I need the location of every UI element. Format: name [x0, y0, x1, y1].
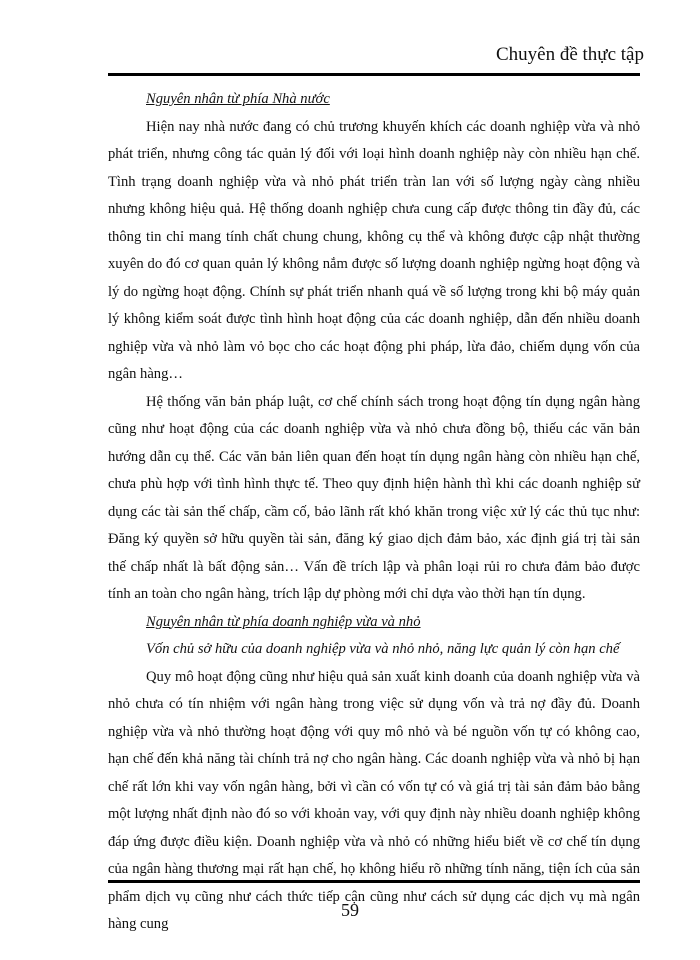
subsection-heading-equity: Vốn chủ sở hữu của doanh nghiệp vừa và nhỏ nhỏ, năng lực quản lý còn hạn chế [146, 641, 620, 657]
header-title: Chuyên đề thực tập [495, 44, 644, 65]
paragraph-state-causes: Hiện nay nhà nước đang có chủ trương khuyến khích các doanh nghiệp vừa và nhỏ phát triển, nhưng công tác quản lý đối với loại hình doanh nghiệp này còn nhiều hạn chế. Tình trạng doanh nghiệp vừa và nhỏ phát triển tràn lan với số lượng ngày càng nhiều nhưng không hiệu quả. Hệ thống doanh nghiệp chưa cung cấp được thông tin đầy đủ, các thông tin chỉ mang tính chất chung chung, không cụ thể và không được cập nhật thường xuyên do đó cơ quan quản lý không nắm được số lượng doanh nghiệp ngừng hoạt động và lý do ngừng hoạt động. Chính sự phát triển nhanh quá về số lượng trong khi bộ máy quản lý không kiểm soát được tình hình hoạt động của các doanh nghiệp, dẫn đến nhiều doanh nghiệp vừa và nhỏ làm vỏ bọc cho các hoạt động phi pháp, lừa đảo, chiếm dụng vốn của ngân hàng… [108, 118, 640, 382]
paragraph-sme-scale: Quy mô hoạt động cũng như hiệu quả sản xuất kinh doanh của doanh nghiệp vừa và nhỏ chưa có tín nhiệm với ngân hàng trong việc sử dụng vốn và trả nợ đầy đủ. Doanh nghiệp vừa và nhỏ thường hoạt động với quy mô nhỏ và bé nguồn vốn tự có không cao, hạn chế đến khả năng tài chính trả nợ cho ngân hàng. Các doanh nghiệp vừa và nhỏ bị hạn chế rất lớn khi vay vốn ngân hàng, bởi vì cần có vốn tự có và giá trị tài sản đảm bảo bằng một lượng nhất định nào đó so với khoản vay, với quy định này nhiều doanh nghiệp không đáp ứng được điều kiện. Doanh nghiệp vừa và nhỏ có những hiểu biết về cơ chế tín dụng của ngân hàng thương mại rất hạn chế, họ không hiểu rõ những tính năng, tiện ích của sản phẩm dịch vụ cũng như cách thức tiếp cận cũng như cách sử dụng các dịch vụ mà ngân hàng cung [108, 668, 640, 932]
header-rule [108, 73, 640, 76]
paragraph-legal-system: Hệ thống văn bản pháp luật, cơ chế chính sách trong hoạt động tín dụng ngân hàng cũng như hoạt động của các doanh nghiệp vừa và nhỏ chưa đồng bộ, thiếu các văn bản hướng dẫn cụ thể. Các văn bản liên quan đến hoạt tín dụng ngân hàng còn nhiều hạn chế, chưa phù hợp với tình hình thực tế. Theo quy định hiện hành thì khi các doanh nghiệp sử dụng các tài sản thế chấp, cầm cố, bảo lãnh rất khó khăn trong việc xử lý các thủ tục như: Đăng ký quyền sở hữu quyền tài sản, đăng ký giao dịch đảm bảo, xác định giá trị tài sản thế chấp nhất là bất động sản… Vấn đề trích lập và phân loại rủi ro chưa đảm bảo được tính an toàn cho ngân hàng, trích lập dự phòng mới chỉ dựa vào thời hạn tín dụng. [108, 393, 640, 602]
footer-rule [108, 880, 640, 883]
section-heading-state: Nguyên nhân từ phía Nhà nước [146, 91, 330, 107]
page-number: 59 [341, 900, 359, 920]
section-heading-sme: Nguyên nhân từ phía doanh nghiệp vừa và nhỏ [146, 613, 421, 630]
document-body [108, 86, 640, 939]
